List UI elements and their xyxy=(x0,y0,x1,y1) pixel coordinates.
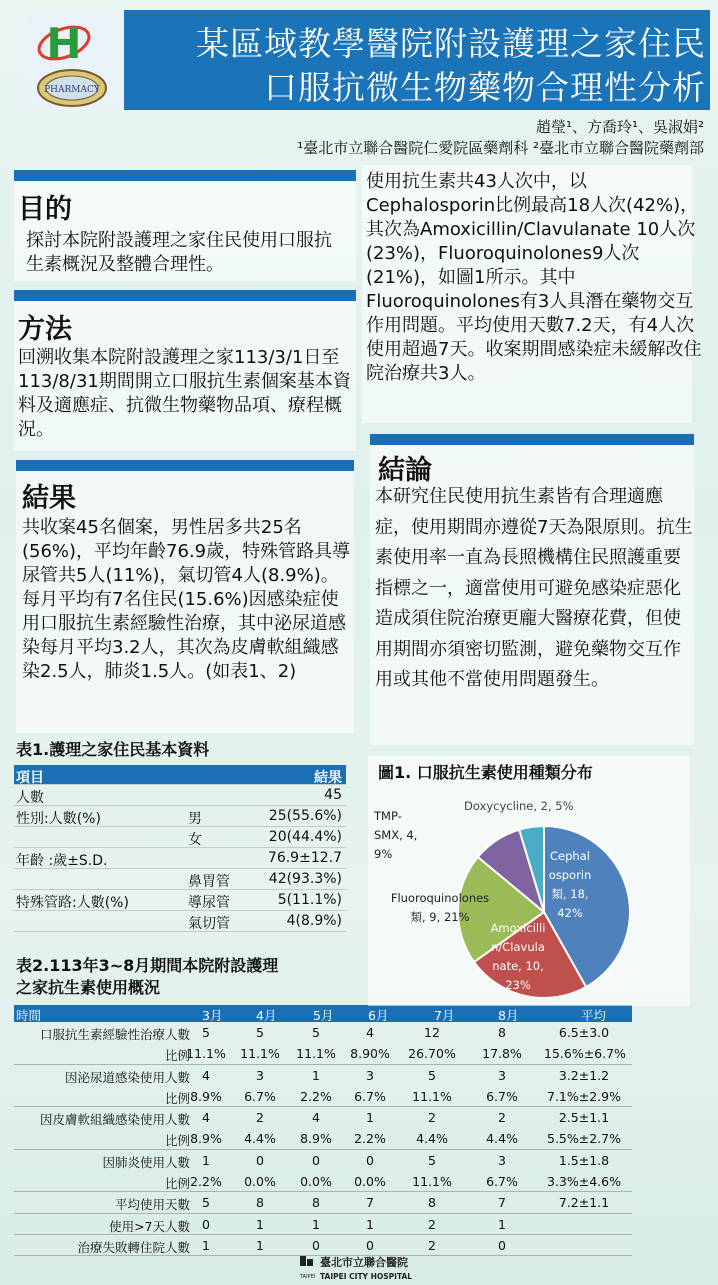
pie-slice-label: Amoxicilli xyxy=(490,921,546,935)
hospital-footer-logo xyxy=(298,1254,428,1282)
table2-row xyxy=(14,1022,632,1043)
table2-cell: 1 xyxy=(256,1237,264,1253)
chart-title: 圖1. 口服抗生素使用種類分布 xyxy=(378,763,593,782)
table2-cell: 1 xyxy=(312,1067,320,1083)
table1-row-label: 性別:人數(%) xyxy=(16,811,101,827)
pie-slice-label: n/Clavula xyxy=(491,940,545,954)
table2-cell: 8 xyxy=(256,1195,264,1211)
table2-cell: 4 xyxy=(202,1067,210,1083)
table2-header-month: 6月 xyxy=(368,1008,389,1023)
table2-row xyxy=(14,1043,632,1064)
table2-row xyxy=(14,1150,632,1171)
table2-cell: 3 xyxy=(256,1067,264,1083)
table1-row-sublabel: 導尿管 xyxy=(188,895,230,911)
pie-slice-label: TMP- xyxy=(374,809,402,823)
table2-cell: 4 xyxy=(312,1110,320,1126)
pharmacy-seal-icon xyxy=(36,68,108,108)
footer-hospital-cn: 臺北市立聯合醫院 xyxy=(320,1256,408,1269)
table1-row-value: 45 xyxy=(324,787,342,803)
table2-cell: 1 xyxy=(312,1216,320,1232)
table2-cell: 17.8% xyxy=(482,1046,522,1062)
table2-cell: 6.7% xyxy=(354,1088,386,1104)
table2-cell: 1 xyxy=(366,1216,374,1232)
conclusion-text: 本研究住民使用抗生素皆有合理適應症，使用期間亦遵從7天為限原則。抗生素使用率一直為長照機構住民照護重要指標之一，適當使用可避免感染症惡化造成須住院治療更龐大醫療花費，但使用期間亦須密切監測，避免藥物交互作用或其他不當使用問題發生。 xyxy=(375,486,693,690)
table1-row-value: 42(93.3%) xyxy=(268,871,342,887)
table2-cell: 11.1% xyxy=(186,1046,226,1062)
table2-cell: 26.70% xyxy=(408,1046,456,1062)
pie-chart xyxy=(368,780,690,1004)
table2-header-month: 8月 xyxy=(498,1008,519,1023)
table2-row xyxy=(14,1192,632,1213)
table2-cell: 0 xyxy=(256,1152,264,1168)
table2-row xyxy=(14,1107,632,1128)
objective-bar xyxy=(14,170,356,181)
table2-cell: 2 xyxy=(428,1237,436,1253)
table2-cell: 1 xyxy=(256,1216,264,1232)
methods-bar xyxy=(14,290,356,301)
table1-row xyxy=(14,911,346,932)
table2-cell: 2.5±1.1 xyxy=(558,1110,610,1126)
table2-cell: 8 xyxy=(312,1195,320,1211)
results-heading: 結果 xyxy=(22,483,76,514)
pie-slice-label: Cephal xyxy=(550,849,590,863)
objective-heading: 目的 xyxy=(18,194,72,225)
table2-row-label: 比例 xyxy=(164,1048,190,1064)
table2-cell: 4 xyxy=(366,1025,374,1040)
table2-cell: 11.1% xyxy=(296,1046,336,1062)
table2-cell: 5.5%±2.7% xyxy=(547,1131,621,1147)
table1-row-value: 5(11.1%) xyxy=(277,892,342,908)
conclusion-bar xyxy=(370,434,694,445)
table1-row-sublabel: 鼻胃管 xyxy=(188,874,230,890)
pie-slice-label: 類, 9, 21% xyxy=(410,910,470,924)
table2-cell: 7 xyxy=(366,1195,374,1211)
table2-row-label: 比例 xyxy=(164,1090,190,1106)
table2-cell: 8.9% xyxy=(300,1131,332,1147)
table2-header-average: 平均 xyxy=(581,1008,607,1023)
footer-logo-mark-icon xyxy=(300,1256,306,1266)
results-text: 共收案45名個案，男性居多共25名(56%)，平均年齡76.9歲，特殊管路具導尿管共5人(11%)，氣切管4人(8.9%)。每月平均有7名住民(15.6%)因感染症使用口服抗生素經驗性治療，其中泌尿道感染每月平均3.2人，其次為皮膚軟組織感染2.5人，肺炎1.5人。(如表1、2) xyxy=(22,517,351,682)
table2-header-month: 4月 xyxy=(256,1008,277,1023)
table2-row xyxy=(14,1128,632,1149)
table2-cell: 5 xyxy=(428,1067,436,1083)
seal-text: PHARMACY xyxy=(44,85,100,95)
pie-slice-label: osporin xyxy=(548,868,592,882)
table2-row-label: 治療失敗轉住院人數 xyxy=(77,1239,190,1255)
table2-cell: 4.4% xyxy=(244,1131,276,1147)
table2-cell: 2 xyxy=(428,1216,436,1232)
table2-cell: 2.2% xyxy=(300,1088,332,1104)
table2-row-label: 比例 xyxy=(164,1133,190,1149)
table1-row-label: 特殊管路:人數(%) xyxy=(16,895,129,911)
table1-row-label: 人數 xyxy=(16,790,44,806)
table2-cell: 11.1% xyxy=(412,1174,452,1190)
table1 xyxy=(14,765,346,932)
table2-cell: 0 xyxy=(312,1237,320,1253)
table2-header-row xyxy=(14,1005,632,1022)
table2-cell: 1 xyxy=(366,1110,374,1126)
table2-cell: 2 xyxy=(428,1110,436,1126)
logo-letter: H xyxy=(46,19,82,68)
table2-cell: 1 xyxy=(498,1216,506,1232)
table1-row-label: 年齡 :歲±S.D. xyxy=(16,853,108,869)
table1-header-result: 結果 xyxy=(314,770,342,786)
table1-row xyxy=(14,848,346,869)
table2-cell: 8.9% xyxy=(190,1088,222,1104)
objective-text: 探討本院附設護理之家住民使用口服抗生素概況及整體合理性。 xyxy=(26,230,332,275)
table2-cell: 11.1% xyxy=(240,1046,280,1062)
pie-slice-label: SMX, 4, xyxy=(374,828,418,842)
table2-row-label: 因泌尿道感染使用人數 xyxy=(64,1069,190,1085)
table1-row xyxy=(14,869,346,890)
table2-row xyxy=(14,1214,632,1235)
table2-cell: 15.6%±6.7% xyxy=(544,1046,626,1062)
table2-cell: 3.2±1.2 xyxy=(558,1067,610,1083)
pie-slice-label: 9% xyxy=(374,847,393,861)
table2-cell: 6.7% xyxy=(486,1174,518,1190)
table2-cell: 0 xyxy=(312,1152,320,1168)
table2-cell: 5 xyxy=(202,1025,210,1040)
table2-cell: 8.90% xyxy=(350,1046,390,1062)
table2-row xyxy=(14,1065,632,1086)
table2-cell: 7.2±1.1 xyxy=(558,1195,610,1211)
results-bar xyxy=(16,460,354,471)
pie-slice-label: Fluoroquinolones xyxy=(390,891,490,905)
table2 xyxy=(14,1005,632,1256)
table2-cell: 12 xyxy=(424,1025,440,1040)
table1-row-value: 20(44.4%) xyxy=(268,829,342,845)
table2-cell: 0 xyxy=(366,1237,374,1253)
table1-row xyxy=(14,890,346,911)
table2-row xyxy=(14,1086,632,1107)
table2-header-month: 5月 xyxy=(313,1008,334,1023)
table2-cell: 11.1% xyxy=(412,1088,452,1104)
table2-cell: 8.9% xyxy=(190,1131,222,1147)
table1-header-item: 項目 xyxy=(16,770,44,786)
table2-row xyxy=(14,1171,632,1192)
table2-cell: 3 xyxy=(498,1152,506,1168)
table1-row-value: 4(8.9%) xyxy=(286,913,342,929)
table2-cell: 5 xyxy=(202,1195,210,1211)
table2-cell: 7 xyxy=(498,1195,506,1211)
poster-title-line2: 口服抗微生物藥物合理性分析 xyxy=(264,68,706,107)
table2-row-label: 使用>7天人數 xyxy=(109,1218,190,1234)
table1-row-sublabel: 女 xyxy=(188,832,202,848)
table2-row-label: 比例 xyxy=(164,1176,190,1192)
pie-slice-label: Doxycycline, 2, 5% xyxy=(464,799,574,813)
table2-cell: 5 xyxy=(312,1025,320,1040)
table2-cell: 0 xyxy=(498,1237,506,1253)
table2-cell: 0.0% xyxy=(354,1174,386,1190)
table2-cell: 0.0% xyxy=(300,1174,332,1190)
table2-row-label: 因肺炎使用人數 xyxy=(102,1154,190,1170)
table2-cell: 6.5±3.0 xyxy=(558,1025,610,1040)
pie-slice-label: 42% xyxy=(557,906,583,920)
table2-cell: 8 xyxy=(428,1195,436,1211)
footer-hospital-en: TAIPEI CITY HOSPITAL xyxy=(320,1272,413,1281)
table2-cell: 7.1%±2.9% xyxy=(547,1088,621,1104)
table1-title: 表1.護理之家住民基本資料 xyxy=(16,740,210,759)
table1-row xyxy=(14,827,346,848)
table2-header-time: 時間 xyxy=(16,1008,42,1023)
table2-header-month: 7月 xyxy=(434,1008,455,1023)
table2-cell: 4 xyxy=(202,1110,210,1126)
table2-cell: 0 xyxy=(202,1216,210,1232)
table2-cell: 2 xyxy=(256,1110,264,1126)
table1-header-row xyxy=(14,765,346,785)
table2-title-line2: 之家抗生素使用概況 xyxy=(16,978,161,997)
table2-cell: 5 xyxy=(428,1152,436,1168)
table2-cell: 1 xyxy=(202,1152,210,1168)
poster-title-line1: 某區域教學醫院附設護理之家住民 xyxy=(196,24,706,63)
table2-row-label: 口服抗生素經驗性治療人數 xyxy=(39,1027,190,1042)
table2-cell: 3.3%±4.6% xyxy=(547,1174,621,1190)
hospital-logo-icon xyxy=(36,18,92,68)
methods-heading: 方法 xyxy=(18,314,72,345)
methods-text: 回溯收集本院附設護理之家113/3/1日至113/8/31期間開立口服抗生素個案基本資料及適應症、抗微生物藥物品項、療程概況。 xyxy=(18,347,351,440)
table1-row-sublabel: 男 xyxy=(188,811,202,827)
table2-row-label: 因皮膚軟組織感染使用人數 xyxy=(39,1112,190,1128)
results-continued-text: 使用抗生素共43人次中，以Cephalosporin比例最高18人次(42%)，其次為Amoxicillin/Clavulanate 10人次(23%)，Fluoroquinolones9人次(21%)，如圖1所示。其中Fluoroquinolones有3人具潛在藥物交互作用問題。平均使用天數7.2天，有4人次使用超過7天。收案期間感染症未緩解改住院治療共3人。 xyxy=(366,171,702,384)
table2-header-month: 3月 xyxy=(202,1008,223,1023)
table2-title xyxy=(16,955,278,999)
pie-slice-label: 23% xyxy=(505,978,531,992)
table2-cell: 1.5±1.8 xyxy=(558,1152,610,1168)
table2-cell: 6.7% xyxy=(244,1088,276,1104)
table2-cell: 1 xyxy=(202,1237,210,1253)
table2-cell: 2 xyxy=(498,1110,506,1126)
conclusion-heading: 結論 xyxy=(378,455,432,486)
table2-cell: 6.7% xyxy=(486,1088,518,1104)
table2-cell: 2.2% xyxy=(190,1174,222,1190)
authors: 趙瑩¹、方喬玲¹、吳淑娟² xyxy=(535,118,704,136)
table2-cell: 4.4% xyxy=(486,1131,518,1147)
table2-title-line1: 表2.113年3~8月期間本院附設護理 xyxy=(16,956,279,975)
footer-taipei: TAIPEI xyxy=(300,1274,316,1280)
table2-cell: 0 xyxy=(366,1152,374,1168)
affiliations: ¹臺北市立聯合醫院仁愛院區藥劑科 ²臺北市立聯合醫院藥劑部 xyxy=(297,139,704,157)
table1-row xyxy=(14,806,346,827)
table1-row-sublabel: 氣切管 xyxy=(188,916,230,932)
table1-row-value: 25(55.6%) xyxy=(268,808,342,824)
table2-cell: 5 xyxy=(256,1025,264,1040)
table2-cell: 0.0% xyxy=(244,1174,276,1190)
table1-row-value: 76.9±12.7 xyxy=(267,850,342,866)
pie-slice-label: nate, 10, xyxy=(492,959,544,973)
table1-row xyxy=(14,785,346,806)
table2-cell: 4.4% xyxy=(416,1131,448,1147)
table2-cell: 8 xyxy=(498,1025,506,1040)
table2-cell: 3 xyxy=(498,1067,506,1083)
pie-slice-label: 類, 18, xyxy=(551,887,589,901)
table2-cell: 2.2% xyxy=(354,1131,386,1147)
table2-cell: 3 xyxy=(366,1067,374,1083)
table2-row-label: 平均使用天數 xyxy=(114,1197,190,1213)
